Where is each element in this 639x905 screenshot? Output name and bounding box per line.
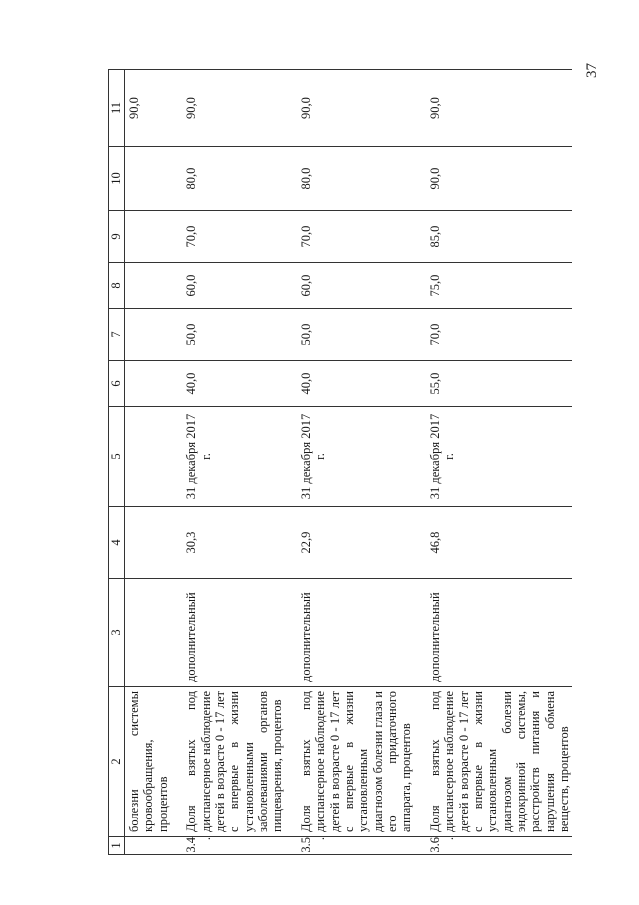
column-number-header xyxy=(109,70,125,855)
indicator-name: болезни системы кровообращения, процентов xyxy=(125,687,171,837)
header-cell: 7 xyxy=(109,309,125,361)
value-col-6: 40,0 xyxy=(285,361,414,407)
base-value xyxy=(125,507,171,579)
header-cell: 2 xyxy=(109,687,125,837)
indicator-type: дополнительный xyxy=(170,579,285,687)
value-col-11: 90,0 xyxy=(125,70,171,147)
value-col-6 xyxy=(125,361,171,407)
indicator-name: Доля взятых под диспансерное наблюдение детей в возрасте 0 - 17 лет с впервые в жизни установленным диагнозом болезни глаза и его придаточного аппарата, процентов xyxy=(285,687,414,837)
page-number: 37 xyxy=(584,63,600,78)
row-index: 3.6. xyxy=(414,837,572,855)
indicator-type xyxy=(125,579,171,687)
indicator-type: дополнительный xyxy=(285,579,414,687)
base-date: 31 декабря 2017 г. xyxy=(414,407,572,507)
value-col-7: 50,0 xyxy=(285,309,414,361)
indicator-name: Доля взятых под диспансерное наблюдение детей в возрасте 0 - 17 лет с впервые в жизни установленным диагнозом болезни эндокринной системы, расстройств питания и нарушения обмена веществ, процентов xyxy=(414,687,572,837)
value-col-6: 40,0 xyxy=(170,361,285,407)
table-row-continuation xyxy=(125,70,171,855)
value-col-10: 90,0 xyxy=(414,147,572,211)
indicator-type: дополнительный xyxy=(414,579,572,687)
header-cell: 5 xyxy=(109,407,125,507)
row-index: 3.4. xyxy=(170,837,285,855)
value-col-7: 70,0 xyxy=(414,309,572,361)
value-col-8: 60,0 xyxy=(170,263,285,309)
value-col-8: 60,0 xyxy=(285,263,414,309)
value-col-9: 70,0 xyxy=(170,211,285,263)
header-cell: 3 xyxy=(109,579,125,687)
base-date: 31 декабря 2017 г. xyxy=(285,407,414,507)
value-col-11: 90,0 xyxy=(285,70,414,147)
value-col-11: 90,0 xyxy=(170,70,285,147)
header-cell: 9 xyxy=(109,211,125,263)
rotated-table-container xyxy=(108,70,572,855)
row-index: 3.5. xyxy=(285,837,414,855)
value-col-11: 90,0 xyxy=(414,70,572,147)
table-row-3-5 xyxy=(285,70,414,855)
header-cell: 10 xyxy=(109,147,125,211)
value-col-10: 80,0 xyxy=(170,147,285,211)
row-index xyxy=(125,837,171,855)
base-value: 22,9 xyxy=(285,507,414,579)
indicator-table xyxy=(108,69,572,855)
value-col-6: 55,0 xyxy=(414,361,572,407)
value-col-8: 75,0 xyxy=(414,263,572,309)
table-row-3-6 xyxy=(414,70,572,855)
base-date xyxy=(125,407,171,507)
header-cell: 1 xyxy=(109,837,125,855)
header-cell: 6 xyxy=(109,361,125,407)
base-date: 31 декабря 2017 г. xyxy=(170,407,285,507)
value-col-7: 50,0 xyxy=(170,309,285,361)
value-col-8 xyxy=(125,263,171,309)
header-cell: 4 xyxy=(109,507,125,579)
value-col-10 xyxy=(125,147,171,211)
value-col-9: 85,0 xyxy=(414,211,572,263)
base-value: 30,3 xyxy=(170,507,285,579)
header-cell: 8 xyxy=(109,263,125,309)
value-col-9 xyxy=(125,211,171,263)
value-col-10: 80,0 xyxy=(285,147,414,211)
base-value: 46,8 xyxy=(414,507,572,579)
value-col-9: 70,0 xyxy=(285,211,414,263)
table-row-3-4 xyxy=(170,70,285,855)
value-col-7 xyxy=(125,309,171,361)
indicator-name: Доля взятых под диспансерное наблюдение детей в возрасте 0 - 17 лет с впервые в жизни установленными заболеваниями органов пищеварения, процентов xyxy=(170,687,285,837)
header-cell: 11 xyxy=(109,70,125,147)
